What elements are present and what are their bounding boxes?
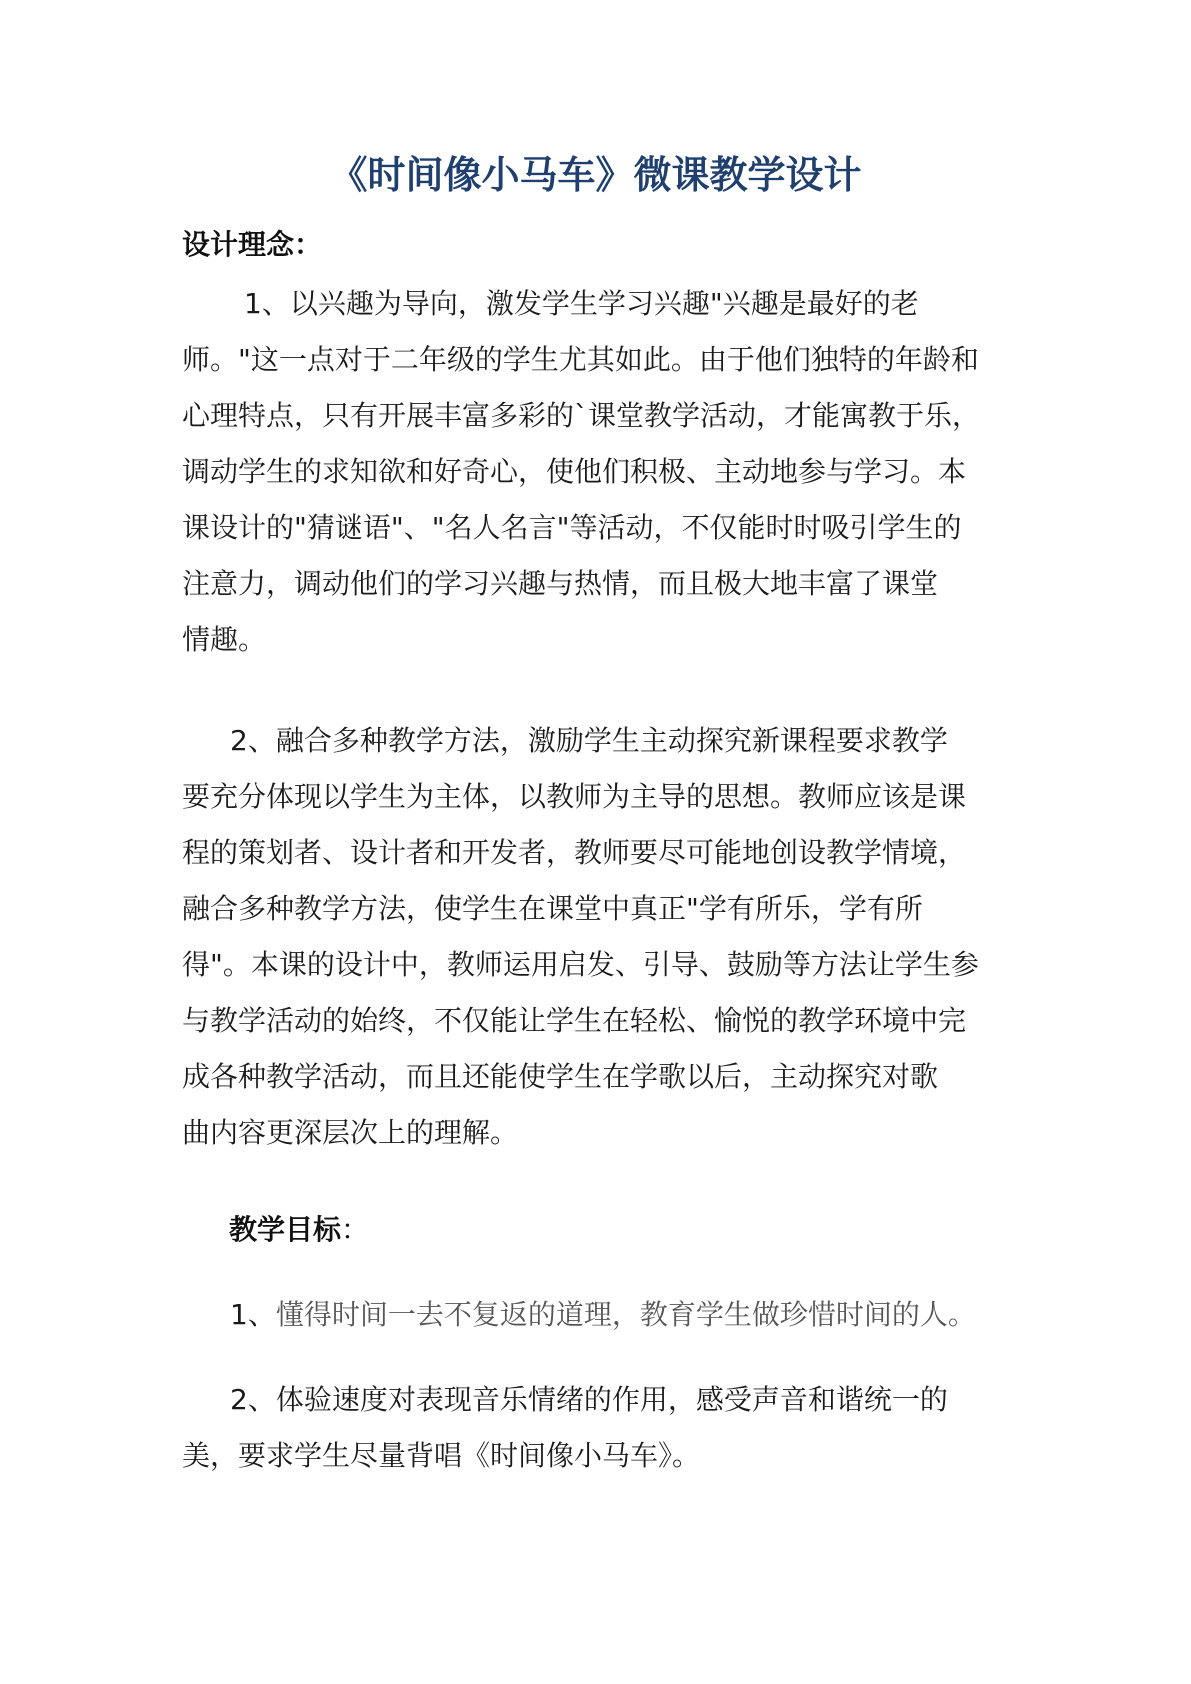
paragraph-line: [182, 1287, 1032, 1343]
paragraph-line: 要充分体现以学生为主体，以教师为主导的思想。教师应该是课: [182, 780, 967, 813]
paragraph-line: 得"。本课的设计中，教师运用启发、引导、鼓励等方法让学生参: [182, 948, 979, 981]
paragraph-line: 师。"这一点对于二年级的学生尤其如此。由于他们独特的年龄和: [182, 343, 979, 376]
paragraph-line: 调动学生的求知欲和好奇心，使他们积极、主动地参与学习。本: [182, 455, 967, 488]
paragraph-concept-2: [182, 713, 1032, 1161]
paragraph-line: 曲内容更深层次上的理解。: [182, 1116, 519, 1149]
paragraph-line: 2、融合多种教学方法，激励学生主动探究新课程要求教学: [230, 724, 948, 757]
section-heading-design-concept: 设计理念：: [182, 228, 323, 261]
document-title: 《时间像小马车》微课教学设计: [329, 152, 862, 197]
paragraph-line: 美，要求学生尽量背唱《时间像小马车》。: [182, 1439, 701, 1472]
section-heading-teaching-goals: [229, 1210, 369, 1250]
goal-number: 1、: [230, 1298, 276, 1331]
section-heading-colon: ：: [341, 1213, 370, 1246]
teaching-goal-1: [182, 1287, 1032, 1343]
paragraph-line: 课设计的"猜谜语"、"名人名言"等活动，不仅能时时吸引学生的: [182, 511, 962, 544]
paragraph-line: 情趣。: [182, 623, 267, 656]
paragraph-line: 与教学活动的始终，不仅能让学生在轻松、愉悦的教学环境中完: [182, 1004, 967, 1037]
paragraph-line: 融合多种教学方法，使学生在课堂中真正"学有所乐，学有所: [182, 892, 923, 925]
paragraph-line: 注意力，调动他们的学习兴趣与热情，而且极大地丰富了课堂: [182, 567, 939, 600]
paragraph-line: 成各种教学活动，而且还能使学生在学歌以后，主动探究对歌: [182, 1060, 939, 1093]
goal-text: 懂得时间一去不复返的道理，教育学生做珍惜时间的人。: [275, 1298, 976, 1331]
paragraph-line: 心理特点，只有开展丰富多彩的`课堂教学活动，才能寓教于乐，: [182, 399, 981, 432]
paragraph-concept-1: [182, 276, 1032, 668]
teaching-goal-2: [182, 1372, 1032, 1484]
paragraph-line: 1、以兴趣为导向，激发学生学习兴趣"兴趣是最好的老: [244, 287, 919, 320]
section-heading-text: 教学目标: [229, 1213, 342, 1246]
paragraph-line: 2、体验速度对表现音乐情绪的作用，感受声音和谐统一的: [230, 1383, 948, 1416]
paragraph-line: 程的策划者、设计者和开发者，教师要尽可能地创设教学情境，: [182, 836, 967, 869]
